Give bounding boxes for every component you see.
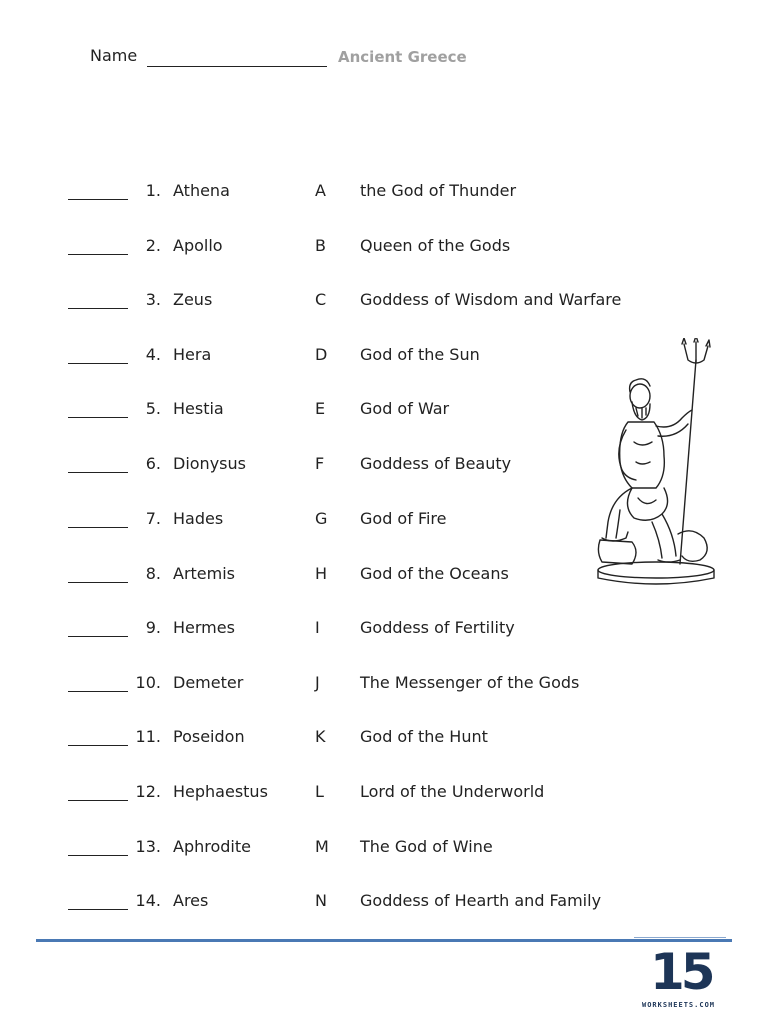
matching-row <box>0 181 768 211</box>
footer-divider-accent <box>634 937 726 938</box>
logo-number: 15 <box>650 943 712 1001</box>
option-description: God of Fire <box>360 509 447 528</box>
matching-row <box>0 618 768 648</box>
option-description: Goddess of Wisdom and Warfare <box>360 290 622 309</box>
option-letter: N <box>315 891 327 910</box>
option-letter: F <box>315 454 325 473</box>
option-letter: B <box>315 236 326 255</box>
answer-blank[interactable] <box>68 199 128 200</box>
worksheets-logo[interactable] <box>640 943 724 1014</box>
god-name: Hephaestus <box>173 782 268 801</box>
option-description: God of the Hunt <box>360 727 488 746</box>
matching-row <box>0 837 768 867</box>
option-letter: L <box>315 782 324 801</box>
answer-blank[interactable] <box>68 417 128 418</box>
option-description: the God of Thunder <box>360 181 517 200</box>
option-description: Goddess of Fertility <box>360 618 515 637</box>
god-name: Hades <box>173 509 224 528</box>
option-letter: K <box>315 727 326 746</box>
matching-row <box>0 236 768 266</box>
option-description: The Messenger of the Gods <box>360 673 580 692</box>
option-description: Goddess of Hearth and Family <box>360 891 602 910</box>
option-letter: C <box>315 290 327 309</box>
answer-blank[interactable] <box>68 636 128 637</box>
option-letter: A <box>315 181 326 200</box>
option-letter: M <box>315 837 329 856</box>
option-letter: G <box>315 509 328 528</box>
logo-text: WORKSHEETS.COM <box>642 1001 716 1009</box>
god-name: Artemis <box>173 564 236 583</box>
item-number: 2. <box>145 236 161 255</box>
answer-blank[interactable] <box>68 308 128 309</box>
god-name: Poseidon <box>173 727 245 746</box>
footer-divider <box>36 939 732 942</box>
matching-row <box>0 290 768 320</box>
god-name: Dionysus <box>173 454 246 473</box>
option-description: The God of Wine <box>360 837 493 856</box>
item-number: 4. <box>145 345 161 364</box>
god-name: Demeter <box>173 673 244 692</box>
item-number: 8. <box>145 564 161 583</box>
option-description: Goddess of Beauty <box>360 454 512 473</box>
option-letter: E <box>315 399 326 418</box>
option-description: God of the Oceans <box>360 564 509 583</box>
option-letter: H <box>315 564 328 583</box>
item-number: 6. <box>145 454 161 473</box>
worksheet-title: Ancient Greece <box>338 48 467 66</box>
item-number: 10. <box>135 673 161 692</box>
item-number: 12. <box>135 782 161 801</box>
god-name: Hermes <box>173 618 235 637</box>
answer-blank[interactable] <box>68 855 128 856</box>
god-name: Ares <box>173 891 209 910</box>
answer-blank[interactable] <box>68 582 128 583</box>
item-number: 5. <box>145 399 161 418</box>
answer-blank[interactable] <box>68 745 128 746</box>
name-label: Name <box>90 46 138 65</box>
god-name: Hestia <box>173 399 224 418</box>
item-number: 7. <box>145 509 161 528</box>
answer-blank[interactable] <box>68 254 128 255</box>
item-number: 3. <box>145 290 161 309</box>
matching-row <box>0 673 768 703</box>
option-letter: D <box>315 345 328 364</box>
item-number: 13. <box>135 837 161 856</box>
option-description: God of the Sun <box>360 345 480 364</box>
item-number: 1. <box>145 181 161 200</box>
name-input-line[interactable] <box>147 66 327 67</box>
matching-row <box>0 891 768 921</box>
option-letter: I <box>315 618 320 637</box>
item-number: 11. <box>135 727 161 746</box>
god-name: Athena <box>173 181 230 200</box>
option-letter: J <box>315 673 320 692</box>
item-number: 14. <box>135 891 161 910</box>
god-name: Hera <box>173 345 212 364</box>
answer-blank[interactable] <box>68 472 128 473</box>
option-description: God of War <box>360 399 450 418</box>
god-name: Apollo <box>173 236 223 255</box>
option-description: Lord of the Underworld <box>360 782 545 801</box>
answer-blank[interactable] <box>68 363 128 364</box>
god-name: Zeus <box>173 290 213 309</box>
answer-blank[interactable] <box>68 691 128 692</box>
matching-row <box>0 782 768 812</box>
poseidon-illustration <box>592 338 718 588</box>
answer-blank[interactable] <box>68 800 128 801</box>
item-number: 9. <box>145 618 161 637</box>
answer-blank[interactable] <box>68 909 128 910</box>
matching-row <box>0 727 768 757</box>
option-description: Queen of the Gods <box>360 236 511 255</box>
answer-blank[interactable] <box>68 527 128 528</box>
god-name: Aphrodite <box>173 837 251 856</box>
